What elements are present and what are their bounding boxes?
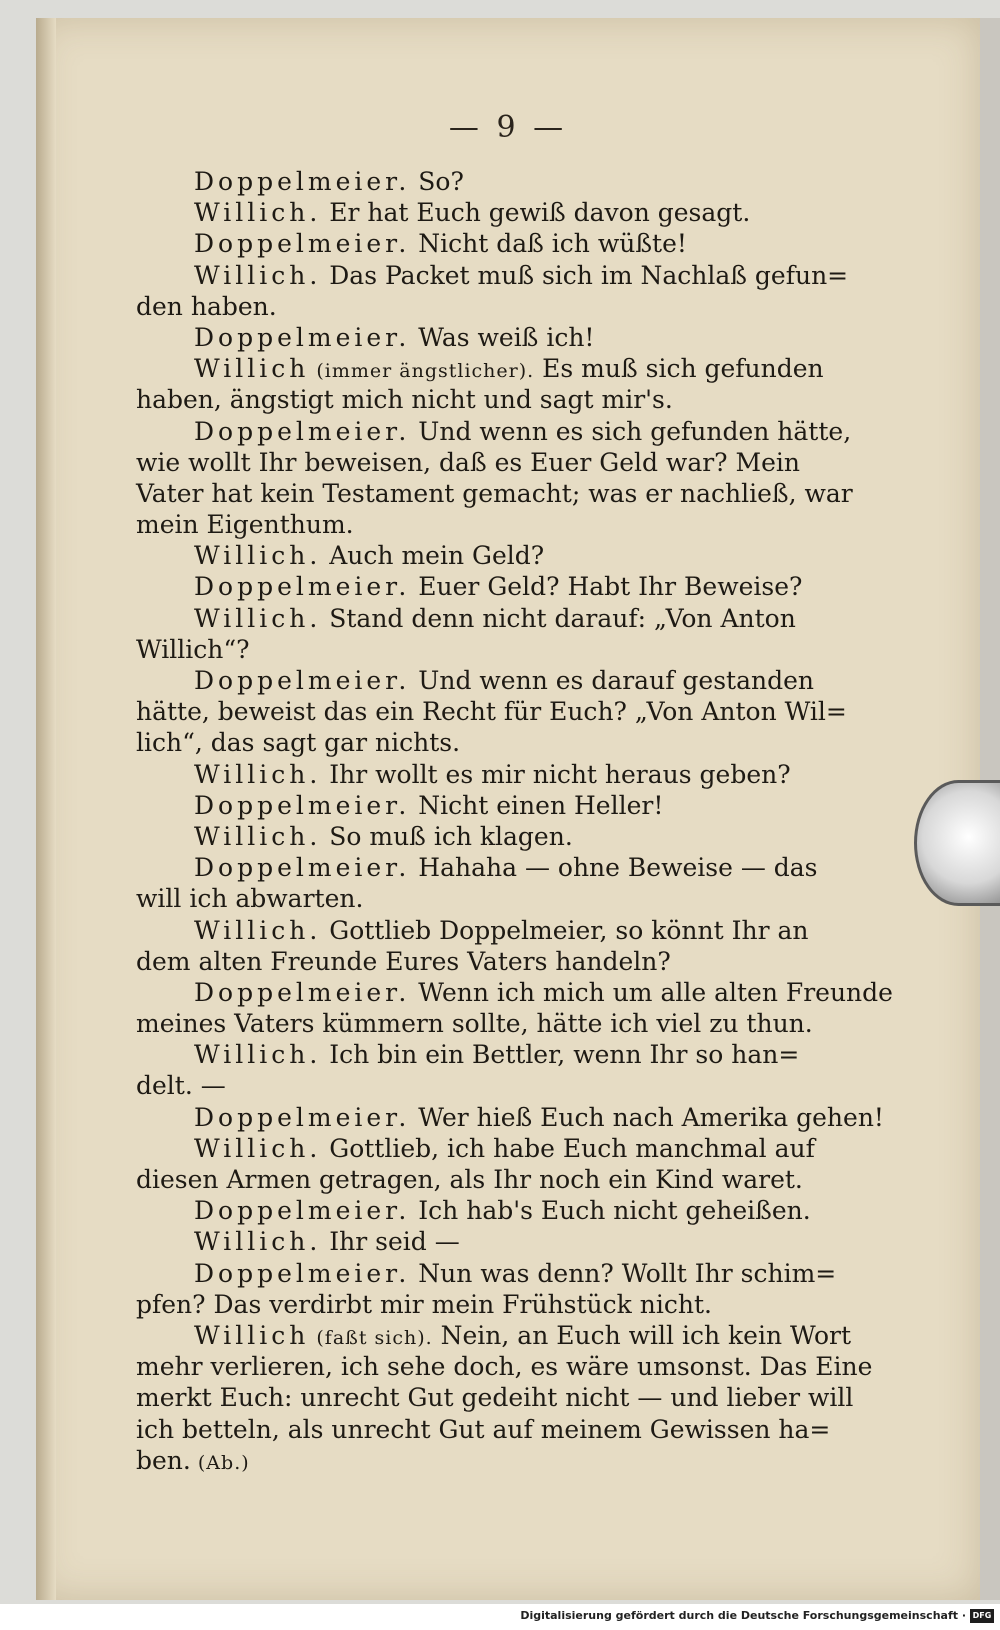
page-spine-shadow (36, 18, 56, 1600)
line-text: mein Eigenthum. (136, 510, 354, 540)
continuation-line (136, 883, 866, 914)
speaker-name: Doppelmeier. (194, 790, 411, 820)
speaker-name: Doppelmeier. (194, 322, 411, 352)
page-body-text (136, 166, 893, 1476)
speaker-name: Willich. (194, 1227, 322, 1257)
line-text: diesen Armen getragen, als Ihr noch ein Kind waret. (136, 1165, 803, 1194)
line-text: Euer Geld? Habt Ihr Beweise? (410, 572, 803, 602)
line-text: Gottlieb, ich habe Euch manchmal auf (321, 1133, 815, 1163)
line-text: merkt Euch: unrecht Gut gedeiht nicht — und lieber will (136, 1383, 854, 1413)
line-text: pfen? Das verdirbt mir mein Frühstück nicht. (136, 1289, 712, 1319)
dfg-logo-icon: DFG (970, 1609, 994, 1623)
speech-line (136, 1039, 866, 1070)
speech-line (136, 915, 866, 946)
speaker-name: Doppelmeier. (194, 1196, 411, 1226)
speaker-name: Willich. (194, 821, 322, 851)
speech-line (136, 759, 866, 790)
page-clip (914, 780, 1000, 906)
line-text: Nein, an Euch will ich kein Wort (432, 1320, 852, 1350)
speaker-name: Willich. (194, 759, 322, 789)
speech-line (136, 1133, 866, 1164)
continuation-line (136, 1289, 866, 1320)
continuation-line (136, 946, 866, 977)
speech-line (136, 540, 866, 571)
line-text: Ihr wollt es mir nicht heraus geben? (321, 759, 791, 789)
line-text: So? (410, 167, 464, 196)
speaker-name: Willich. (194, 603, 322, 633)
speaker-name: Willich. (194, 541, 322, 571)
line-text: Auch mein Geld? (321, 541, 545, 571)
line-text: Ihr seid — (321, 1227, 460, 1257)
speech-line (136, 665, 866, 696)
speaker-name: Doppelmeier. (194, 977, 411, 1007)
line-text: Und wenn es sich gefunden hätte, (410, 416, 852, 446)
line-text: Willich“? (136, 634, 250, 664)
line-text: dem alten Freunde Eures Vaters handeln? (136, 946, 671, 976)
continuation-line (136, 1008, 866, 1039)
speech-line (136, 166, 866, 197)
speech-line (136, 571, 866, 602)
line-text: So muß ich klagen. (321, 821, 573, 851)
line-text: ben. (136, 1445, 191, 1475)
line-text: Das Packet muß sich im Nachlaß gefun= (321, 260, 849, 290)
speaker-name: Doppelmeier. (194, 416, 411, 446)
footer-bar (0, 1604, 1000, 1630)
speech-line (136, 1320, 866, 1351)
line-text: Nicht daß ich wüßte! (410, 229, 687, 259)
book-page (36, 18, 980, 1600)
speech-line (136, 1258, 866, 1289)
speech-line (136, 1102, 884, 1133)
stage-direction: (immer ängstlicher). (309, 360, 535, 383)
speech-line (136, 353, 866, 384)
line-text: Und wenn es darauf gestanden (410, 666, 814, 695)
speaker-name: Willich (194, 1320, 310, 1350)
line-text: delt. — (136, 1071, 226, 1101)
stage-direction: (faßt sich). (309, 1326, 433, 1349)
speech-line (136, 852, 866, 883)
line-text: Ich bin ein Bettler, wenn Ihr so han= (321, 1040, 800, 1070)
line-text: meines Vaters kümmern sollte, hätte ich viel zu thun. (136, 1009, 813, 1039)
line-text: mehr verlieren, ich sehe doch, es wäre umsonst. Das Eine (136, 1352, 873, 1382)
speaker-name: Willich. (194, 915, 322, 945)
continuation-line (136, 1164, 866, 1195)
speech-line (136, 260, 866, 291)
line-text: Stand denn nicht darauf: „Von Anton (321, 603, 796, 633)
continuation-line (136, 291, 866, 322)
line-text: Wenn ich mich um alle alten Freunde (410, 977, 893, 1007)
continuation-line (136, 478, 866, 509)
speaker-name: Doppelmeier. (194, 1102, 411, 1132)
line-text: Nun was denn? Wollt Ihr schim= (410, 1258, 837, 1288)
line-text: Nicht einen Heller! (410, 790, 664, 820)
continuation-line (136, 1382, 866, 1413)
line-text: haben, ängstigt mich nicht und sagt mir's. (136, 385, 673, 415)
speaker-name: Willich. (194, 198, 322, 228)
continuation-line (136, 1445, 866, 1476)
speaker-name: Doppelmeier. (194, 1258, 411, 1288)
speech-line (136, 1195, 866, 1226)
line-text: Vater hat kein Testament gemacht; was er nachließ, war (136, 478, 853, 508)
speech-line (136, 790, 866, 821)
line-text: lich“, das sagt gar nichts. (136, 728, 461, 758)
speaker-name: Willich (194, 354, 310, 384)
funding-note: Digitalisierung gefördert durch die Deutsche Forschungsgemeinschaft · (520, 1609, 966, 1622)
speech-line (136, 821, 866, 852)
continuation-line (136, 509, 866, 540)
speaker-name: Doppelmeier. (194, 853, 411, 883)
speech-line (136, 228, 866, 259)
speaker-name: Doppelmeier. (194, 666, 411, 695)
line-text: den haben. (136, 291, 277, 321)
continuation-line (136, 727, 866, 758)
speaker-name: Doppelmeier. (194, 229, 411, 259)
speech-line (136, 977, 893, 1008)
speaker-name: Willich. (194, 1133, 322, 1163)
line-text: Hahaha — ohne Beweise — das (410, 853, 818, 883)
continuation-line (136, 1070, 866, 1101)
speaker-name: Doppelmeier. (194, 572, 411, 602)
speech-line (136, 416, 866, 447)
speaker-name: Willich. (194, 1040, 322, 1070)
line-text: Ich hab's Euch nicht geheißen. (410, 1196, 811, 1226)
stage-direction: (Ab.) (190, 1451, 250, 1474)
continuation-line (136, 384, 866, 415)
line-text: wie wollt Ihr beweisen, daß es Euer Geld war? Mein (136, 447, 801, 477)
continuation-line (136, 447, 866, 478)
continuation-line (136, 1414, 866, 1445)
speech-line (136, 322, 866, 353)
continuation-line (136, 1351, 873, 1382)
speaker-name: Willich. (194, 260, 322, 290)
line-text: ich betteln, als unrecht Gut auf meinem Gewissen ha= (136, 1414, 831, 1444)
speech-line (136, 1226, 866, 1257)
line-text: Wer hieß Euch nach Amerika gehen! (410, 1102, 884, 1132)
line-text: Was weiß ich! (410, 322, 595, 352)
line-text: Er hat Euch gewiß davon gesagt. (321, 198, 751, 228)
line-text: Gottlieb Doppelmeier, so könnt Ihr an (321, 915, 809, 945)
line-text: Es muß sich gefunden (534, 354, 824, 384)
line-text: will ich abwarten. (136, 884, 364, 914)
speaker-name: Doppelmeier. (194, 167, 411, 196)
speech-line (136, 197, 866, 228)
continuation-line (136, 634, 866, 665)
line-text: hätte, beweist das ein Recht für Euch? „Von Anton Wil= (136, 697, 847, 727)
page-number: — 9 — (448, 110, 568, 145)
speech-line (136, 603, 866, 634)
continuation-line (136, 696, 866, 727)
